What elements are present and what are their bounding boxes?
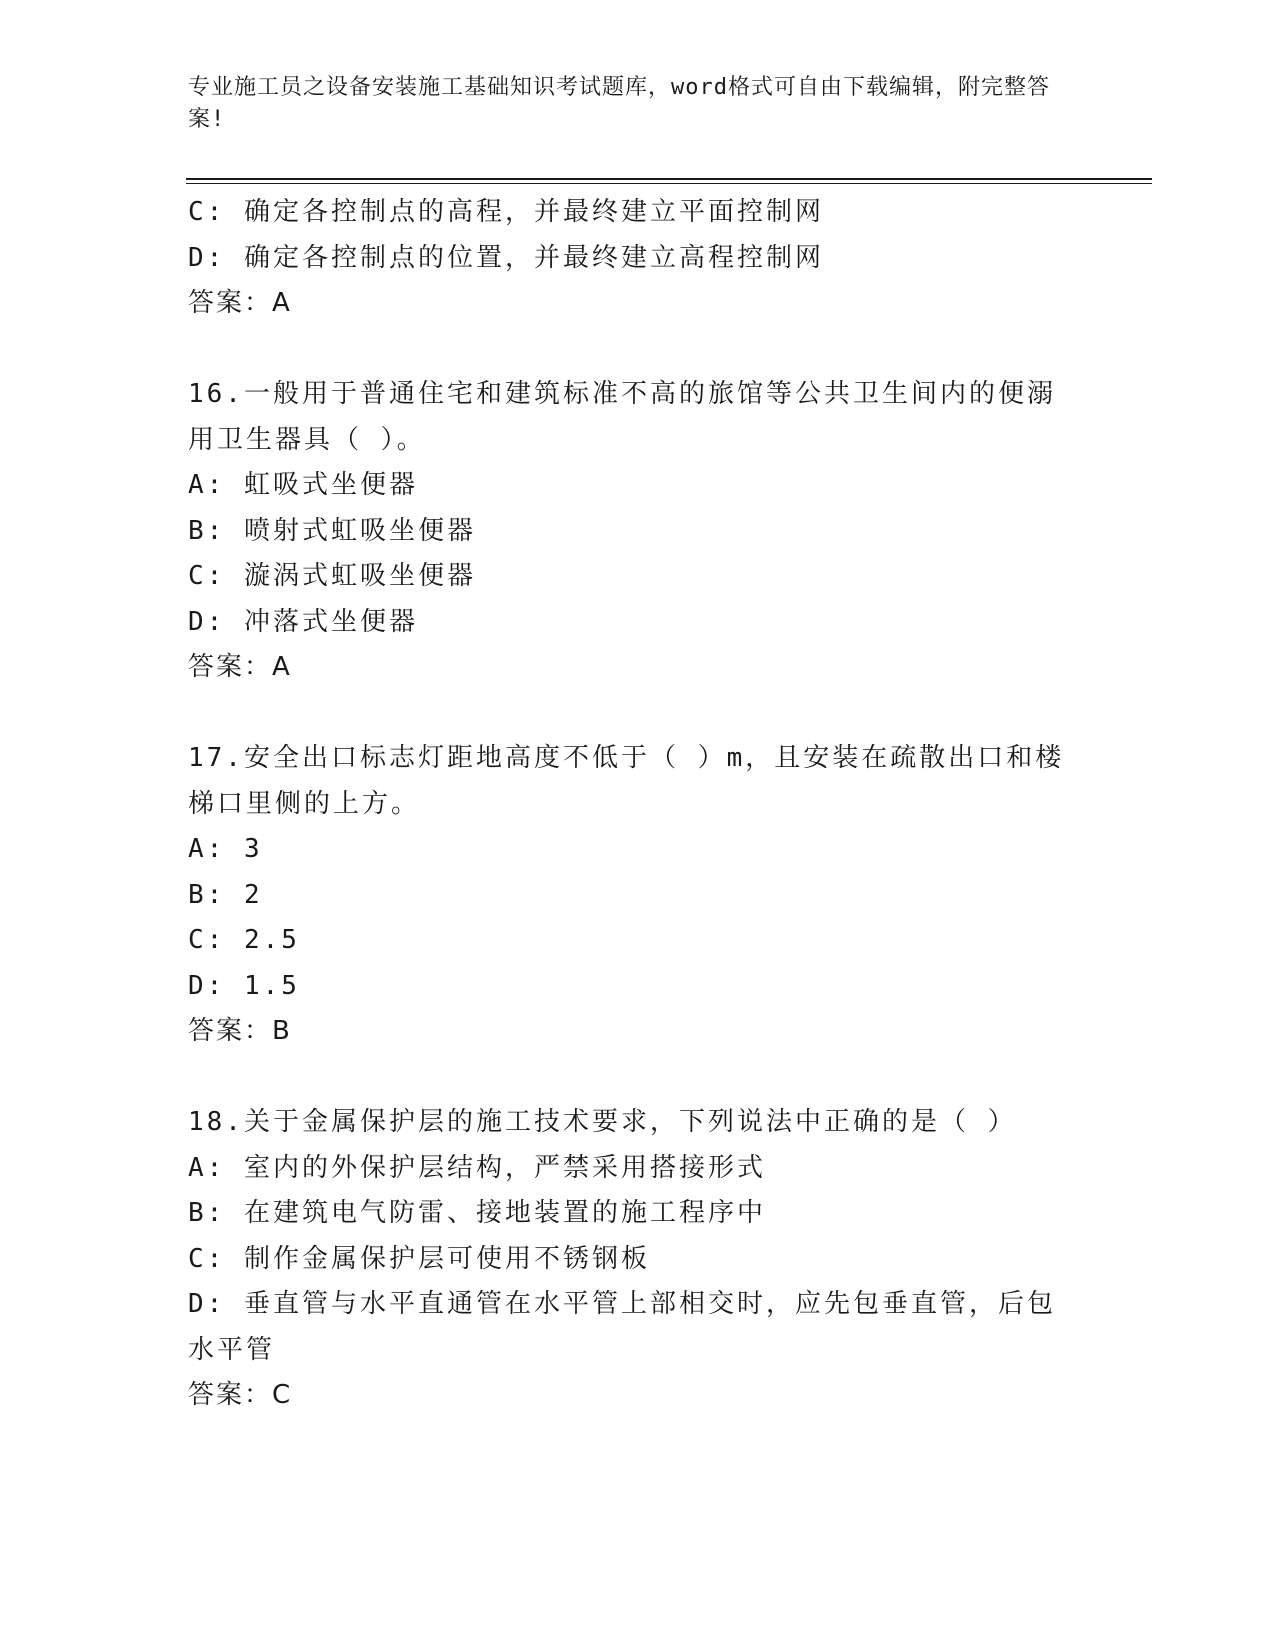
page-header: 专业施工员之设备安装施工基础知识考试题库，word格式可自由下载编辑，附完整答案! xyxy=(188,75,1050,132)
spacer xyxy=(188,327,1088,373)
header-divider-thin xyxy=(186,183,1152,184)
option-a: A: 室内的外保护层结构，严禁采用搭接形式 xyxy=(188,1152,766,1183)
answer-line: 答案：C xyxy=(188,1380,293,1410)
question-content xyxy=(188,190,1088,1419)
answer-line: 答案：B xyxy=(188,1016,292,1046)
continued-question xyxy=(188,190,1088,327)
header-divider-thick xyxy=(186,178,1152,180)
option-b: B: 在建筑电气防雷、接地装置的施工程序中 xyxy=(188,1198,766,1228)
option-d: D: 垂直管与水平直通管在水平管上部相交时，应先包垂直管，后包水平管 xyxy=(188,1289,1056,1365)
option-c: C: 2.5 xyxy=(188,925,300,955)
option-b: B: 喷射式虹吸坐便器 xyxy=(188,515,476,546)
question-16 xyxy=(188,372,1088,691)
option-a: A: 3 xyxy=(188,834,263,864)
answer-line: 答案：A xyxy=(188,652,292,682)
option-b: B: 2 xyxy=(188,879,263,910)
option-c: C: 制作金属保护层可使用不锈钢板 xyxy=(188,1243,650,1274)
option-c: C: 漩涡式虹吸坐便器 xyxy=(188,561,476,591)
spacer xyxy=(188,691,1088,737)
question-stem: 18.关于金属保护层的施工技术要求，下列说法中正确的是（ ） xyxy=(188,1107,1017,1137)
option-d: D: 确定各控制点的位置，并最终建立高程控制网 xyxy=(188,242,824,273)
option-d: D: 冲落式坐便器 xyxy=(188,606,418,637)
option-d: D: 1.5 xyxy=(188,970,300,1001)
answer-line: 答案：A xyxy=(188,288,292,318)
question-17 xyxy=(188,736,1088,1055)
question-18 xyxy=(188,1100,1088,1419)
option-c: C: 确定各控制点的高程，并最终建立平面控制网 xyxy=(188,197,824,227)
spacer xyxy=(188,1055,1088,1101)
question-stem: 16.一般用于普通住宅和建筑标准不高的旅馆等公共卫生间内的便溺用卫生器具（ ）。 xyxy=(188,379,1056,455)
question-stem: 17.安全出口标志灯距地高度不低于（ ）m，且安装在疏散出口和楼梯口里侧的上方。 xyxy=(188,743,1065,819)
option-a: A: 虹吸式坐便器 xyxy=(188,470,418,500)
